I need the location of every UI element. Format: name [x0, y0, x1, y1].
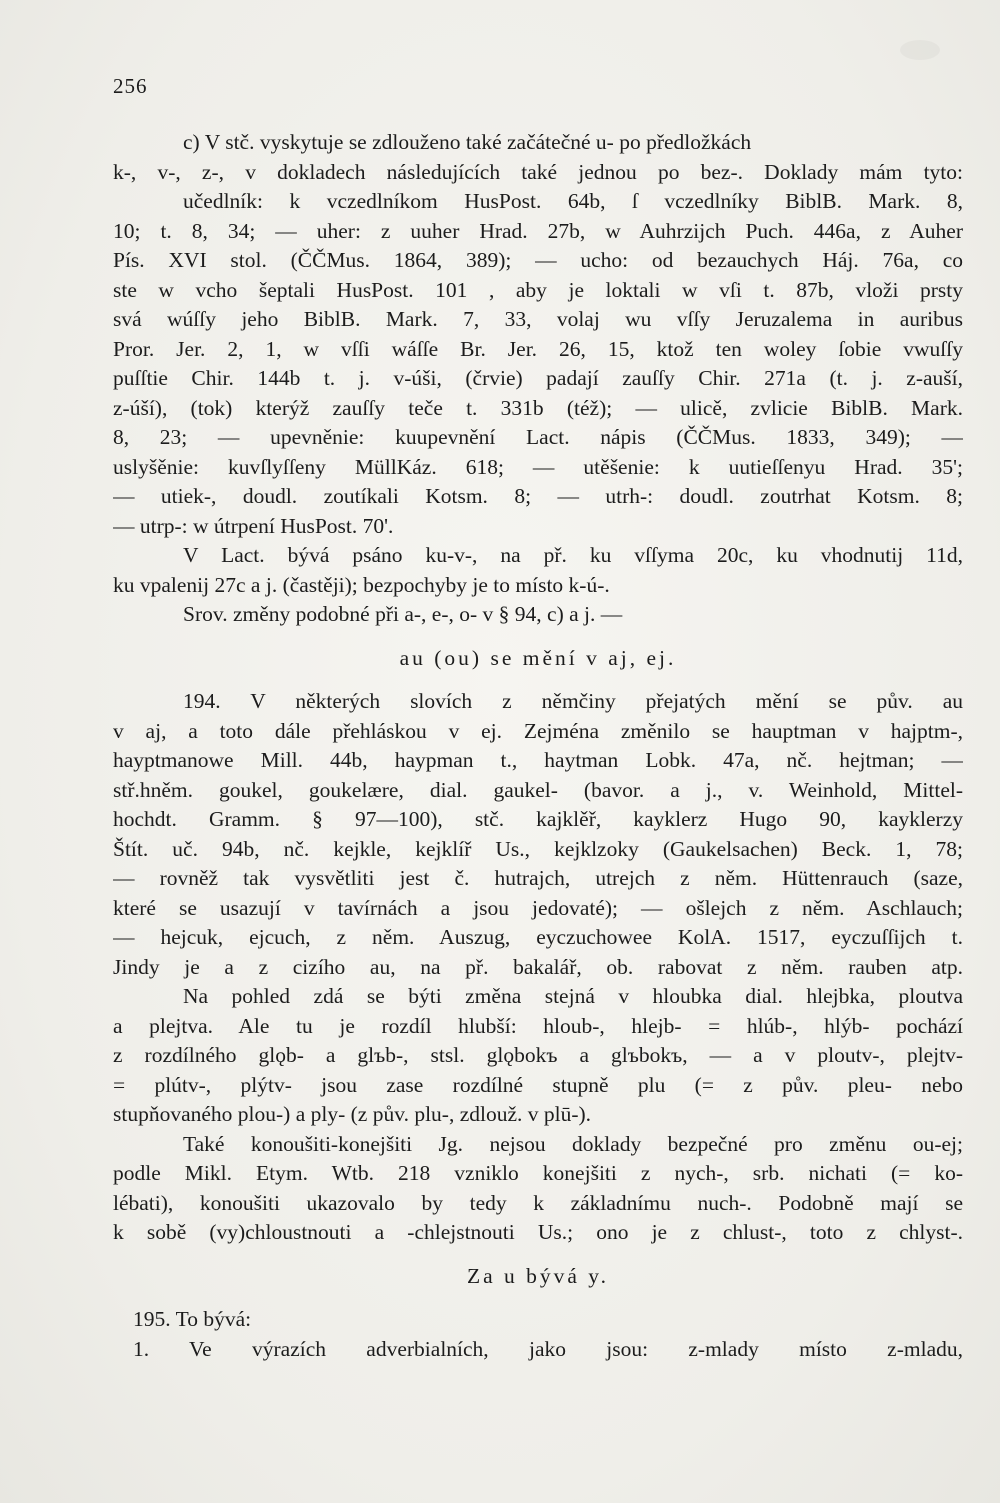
text-line: stř.hněm. goukel, goukelære, dial. gaukel- (bavor. a j., v. Weinhold, Mittel-: [113, 777, 963, 802]
section-heading: au (ou) se mění v aj, ej.: [399, 645, 677, 670]
text-line: učedlník: k vczedlníkom HusPost. 64b, ſ vczedlníky BiblB. Mark. 8,: [183, 189, 963, 213]
text-line: 194. V některých slovích z němčiny přejatých mění se pův. au: [183, 689, 963, 713]
text-line: Štít. uč. 94b, nč. kejkle, kejklíř Us., kejklzoky (Gaukelsachen) Beck. 1, 78;: [113, 836, 963, 861]
text-line: c) V stč. vyskytuje se zdlouženo také začátečné u- po předložkách: [183, 130, 752, 154]
text-line: ste w vcho šeptali HusPost. 101 , aby je loktali w vſi t. 87b, vloži prsty: [113, 277, 963, 302]
text-line: Srov. změny podobné při a-, e-, o- v § 94, c) a j. —: [183, 602, 623, 626]
text-line: V Lact. bývá psáno ku-v-, na př. ku vſſyma 20c, ku vhodnutij 11d,: [183, 543, 963, 567]
text-line: které se usazují v tavírnách a jsou jedovaté); — ošlejch z něm. Aschlauch;: [113, 895, 963, 920]
text-line: svá wúſſy jeho BiblB. Mark. 7, 33, volaj wu vſſy Jeruzalema in auribus: [113, 307, 963, 331]
text-line: k sobě (vy)chloustnouti a -chlejstnouti Us.; ono je z chlust-, toto z chlyst-.: [113, 1220, 963, 1244]
page-number: 256: [113, 74, 148, 98]
text-line: z-úší), (tok) kterýž zauſſy teče t. 331b (též); — ulicě, zvlicie BiblB. Mark.: [113, 395, 963, 420]
text-line: Pís. XVI stol. (ČČMus. 1864, 389); — ucho: od bezauchych Háj. 76a, co: [113, 248, 963, 272]
text-line: puſſtie Chir. 144b t. j. v-úši, (črvie) padají zauſſy Chir. 271a (t. j. z-auší,: [113, 366, 963, 390]
text-line: 8, 23; — upevněnie: kuupevnění Lact. nápis (ČČMus. 1833, 349); —: [113, 425, 963, 449]
text-line: z rozdílného glǫb- a glъb-, stsl. glǫbokъ a glъbokъ, — a v ploutv-, plejtv-: [113, 1043, 963, 1067]
paper-smudge: [900, 40, 940, 60]
text-line: 1. Ve výrazích adverbialních, jako jsou: z-mlady místo z-mladu,: [133, 1336, 963, 1361]
text-line: uslyšěnie: kuvſlyſſeny MüllKáz. 618; — utěšenie: k uutieſſenyu Hrad. 35';: [113, 454, 963, 479]
text-line: — utrp-: w útrpení HusPost. 70'.: [113, 513, 394, 538]
section-heading: Za u bývá y.: [466, 1263, 610, 1288]
text-line: stupňovaného plou-) a ply- (z pův. plu-, zdlouž. v plū-).: [113, 1102, 592, 1126]
text-line: — utiek-, doudl. zoutíkali Kotsm. 8; — utrh-: doudl. zoutrhat Kotsm. 8;: [113, 484, 963, 508]
text-line: v aj, a toto dále přehláskou v ej. Zejména změnilo se hauptman v hajptm-,: [113, 718, 963, 743]
text-line: Jindy je a z cizího au, na př. bakalář, ob. rabovat z něm. rauben atp.: [113, 954, 963, 979]
text-line: podle Mikl. Etym. Wtb. 218 vzniklo konejšiti z nych-, srb. nichati (= ko-: [113, 1161, 963, 1185]
text-line: Také konoušiti-konejšiti Jg. nejsou doklady bezpečné pro změnu ou-ej;: [183, 1131, 963, 1156]
text-line: hochdt. Gramm. § 97—100), stč. kajklěř, kayklerz Hugo 90, kayklerzy: [113, 807, 963, 831]
text-line: = plútv-, plýtv- jsou zase rozdílné stupně plu (= z pův. pleu- nebo: [113, 1072, 963, 1097]
text-line: lébati), konoušiti ukazovalo by tedy k základnímu nuch-. Podobně mají se: [113, 1190, 963, 1215]
body-text: [113, 128, 963, 1364]
text-line: 195. To bývá:: [133, 1307, 252, 1331]
text-line: — rovněž tak vysvětliti jest č. hutrajch, utrejch z něm. Hüttenrauch (saze,: [113, 866, 963, 890]
text-line: Pror. Jer. 2, 1, w vſſi wáſſe Br. Jer. 26, 15, ktož ten woley ſobie vwuſſy: [113, 336, 963, 361]
text-line: — hejcuk, ejcuch, z něm. Auszug, eyczuchowee KolA. 1517, eyczuſſijch t.: [113, 925, 963, 949]
text-line: a plejtva. Ale tu je rozdíl hlubší: hloub-, hlejb- = hlúb-, hlýb- pochází: [113, 1013, 963, 1038]
text-line: k-, v-, z-, v dokladech následujících také jednou po bez-. Doklady mám tyto:: [113, 159, 963, 184]
text-line: ku vpalenij 27c a j. (častěji); bezpochyby je to místo k-ú-.: [113, 572, 610, 597]
text-line: 10; t. 8, 34; — uher: z uuher Hrad. 27b, w Auhrzijch Puch. 446a, z Auher: [113, 218, 963, 243]
text-line: hayptmanowe Mill. 44b, haypman t., haytman Lobk. 47a, nč. hejtman; —: [113, 748, 963, 772]
text-line: Na pohled zdá se býti změna stejná v hloubka dial. hlejbka, ploutva: [183, 984, 963, 1008]
